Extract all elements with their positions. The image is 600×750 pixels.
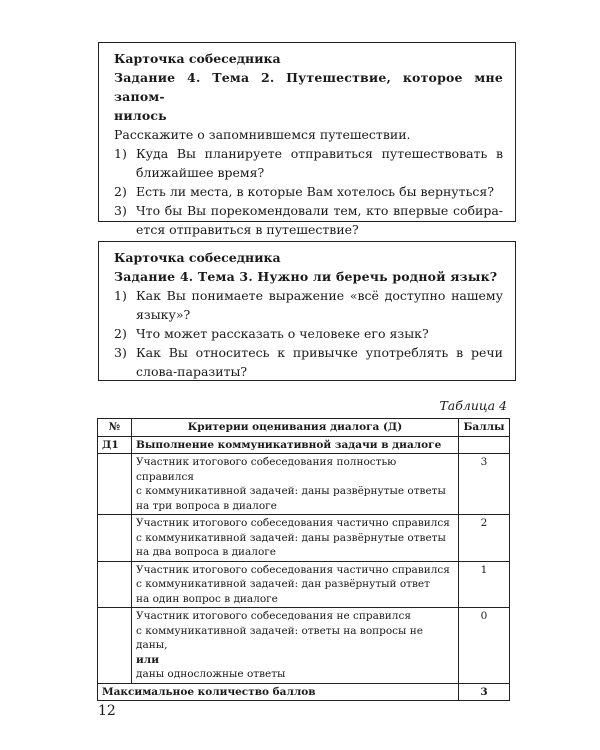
question-number: 1) [114,146,127,161]
question-item [114,324,503,343]
criterion-line: с коммуникативной задачей: даны развёрнутые ответы [136,531,446,544]
question-number: 2) [114,184,127,199]
question-item [114,201,503,239]
criterion-score: 0 [459,608,510,684]
section-row [98,436,510,454]
header-score: Баллы [459,419,510,437]
card-task [114,68,503,125]
criterion-line: Участник итогового собеседования частично справился [136,563,450,576]
question-text: Как Вы понимаете выражение «всё доступно нашему языку»? [136,288,503,322]
question-number: 3) [114,203,127,218]
criterion-text [132,515,459,562]
criterion-line: даны односложные ответы [136,668,286,680]
criteria-table [97,418,510,701]
row-number-empty [98,454,132,515]
row-number-empty [98,608,132,684]
question-number: 2) [114,326,127,341]
card-task: Задание 4. Тема 3. Нужно ли беречь родной язык? [114,269,498,284]
criterion-line: на три вопроса в диалоге [136,499,277,512]
criterion-line: Участник итогового собеседования частично справился [136,517,450,529]
page-number: 12 [98,703,116,719]
table-header-row [98,419,510,437]
row-number-empty [98,561,132,608]
header-number: № [98,419,132,437]
criterion-line: Участник итогового собеседования не справился [136,610,411,622]
section-code: Д1 [98,436,132,454]
question-text: Что бы Вы порекомендовали тем, кто впервые собира-ется отправиться в путешествие? [136,203,503,237]
question-text: Что может рассказать о человеке его язык? [136,326,429,341]
question-text: Куда Вы планируете отправиться путешествовать в ближайшее время? [136,146,503,180]
criterion-or: или [136,653,159,666]
section-score-empty [459,436,510,454]
card-intro: Расскажите о запомнившемся путешествии. [114,127,411,142]
card-title: Карточка собеседника [114,250,281,265]
question-number: 3) [114,345,127,360]
table-row [98,515,510,562]
table-row [98,561,510,608]
question-item [114,182,503,201]
criterion-line: Участник итогового собеседования полностью справился [136,456,397,483]
header-criteria: Критерии оценивания диалога (Д) [132,419,459,437]
criterion-text [132,608,459,684]
criterion-line: на два вопроса в диалоге [136,546,277,558]
total-row [98,683,510,701]
question-item [114,343,503,381]
row-number-empty [98,515,132,562]
card-topic-3 [98,241,516,381]
table-row [98,454,510,515]
total-score: 3 [459,683,510,701]
card-title: Карточка собеседника [114,51,281,66]
question-number: 1) [114,288,127,303]
criterion-score: 3 [459,454,510,515]
card-task-line2: нилось [114,108,167,123]
criterion-text [132,454,459,515]
question-item [114,286,503,324]
criterion-line: на один вопрос в диалоге [136,592,278,605]
criterion-line: с коммуникативной задачей: ответы на вопросы не даны, [136,624,423,651]
section-title: Выполнение коммуникативной задачи в диалоге [132,436,459,454]
table-caption: Таблица 4 [439,398,507,413]
total-label: Максимальное количество баллов [98,683,459,701]
question-text: Как Вы относитесь к привычке употреблять в речи слова-паразиты? [136,345,503,379]
criterion-line: с коммуникативной задачей: дан развёрнутый ответ [136,578,430,590]
table-row [98,608,510,684]
criterion-text [132,561,459,608]
question-item [114,144,503,182]
criterion-score: 2 [459,515,510,562]
question-text: Есть ли места, в которые Вам хотелось бы вернуться? [136,184,494,199]
card-task-line1: Задание 4. Тема 2. Путешествие, которое мне запом- [114,70,503,104]
criterion-line: с коммуникативной задачей: даны развёрнутые ответы [136,485,446,497]
criterion-score: 1 [459,561,510,608]
card-topic-2 [98,42,516,237]
